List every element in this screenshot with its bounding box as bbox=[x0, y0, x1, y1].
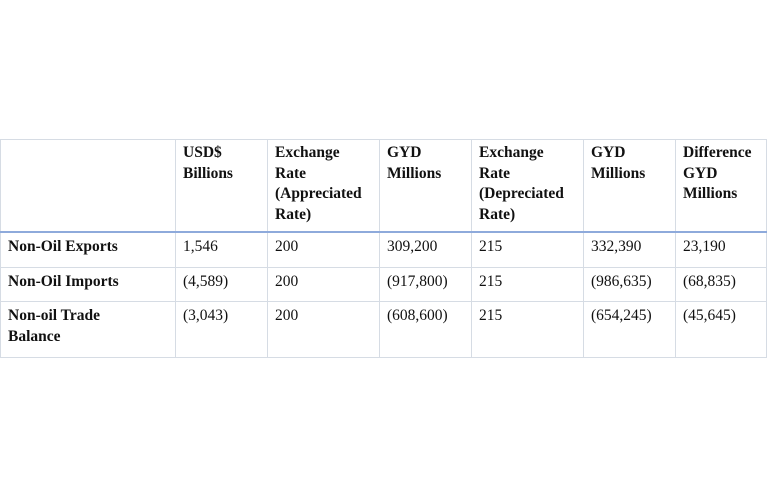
header-cell-empty bbox=[1, 140, 176, 233]
row-label: Non-Oil Imports bbox=[1, 267, 176, 302]
header-gyd-millions-depreciated: GYD Millions bbox=[584, 140, 676, 233]
table-cell: (68,835) bbox=[676, 267, 767, 302]
table-cell: (45,645) bbox=[676, 302, 767, 358]
table-header-row bbox=[1, 140, 767, 233]
table-cell: 23,190 bbox=[676, 232, 767, 267]
table-cell: (986,635) bbox=[584, 267, 676, 302]
header-exchange-rate-appreciated: Exchange Rate (Appreciated Rate) bbox=[268, 140, 380, 233]
table-cell: 215 bbox=[472, 232, 584, 267]
header-gyd-millions-appreciated: GYD Millions bbox=[380, 140, 472, 233]
table-cell: 1,546 bbox=[176, 232, 268, 267]
trade-table bbox=[0, 139, 767, 358]
table-cell: 332,390 bbox=[584, 232, 676, 267]
table-cell: 200 bbox=[268, 232, 380, 267]
table-cell: 200 bbox=[268, 267, 380, 302]
table-row bbox=[1, 232, 767, 267]
table-cell: 215 bbox=[472, 302, 584, 358]
table-row bbox=[1, 267, 767, 302]
header-difference-gyd-millions: Difference GYD Millions bbox=[676, 140, 767, 233]
table-cell: (917,800) bbox=[380, 267, 472, 302]
table-cell: (4,589) bbox=[176, 267, 268, 302]
header-exchange-rate-depreciated: Exchange Rate (Depreciated Rate) bbox=[472, 140, 584, 233]
row-label: Non-oil Trade Balance bbox=[1, 302, 176, 358]
table-cell: 309,200 bbox=[380, 232, 472, 267]
table-cell: (3,043) bbox=[176, 302, 268, 358]
table-cell: (608,600) bbox=[380, 302, 472, 358]
header-usd-billions: USD$ Billions bbox=[176, 140, 268, 233]
table-cell: 200 bbox=[268, 302, 380, 358]
row-label: Non-Oil Exports bbox=[1, 232, 176, 267]
table-cell: 215 bbox=[472, 267, 584, 302]
table-row bbox=[1, 302, 767, 358]
table-cell: (654,245) bbox=[584, 302, 676, 358]
